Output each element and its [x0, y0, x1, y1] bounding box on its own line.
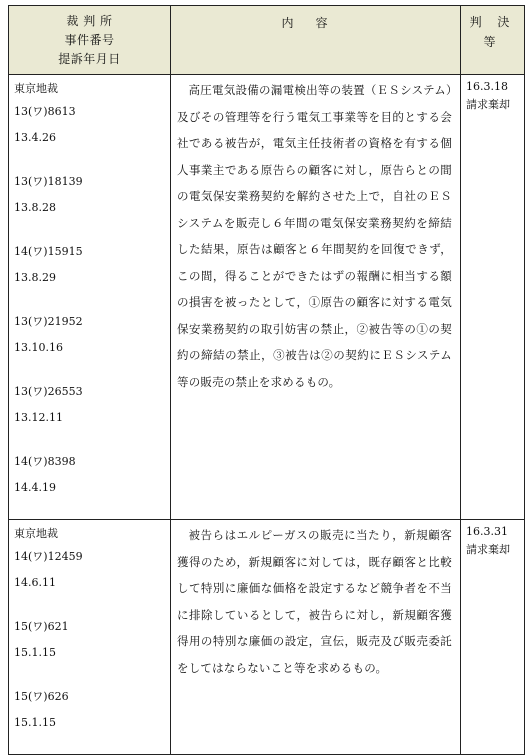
case-number: 15(ワ)621: [14, 620, 69, 633]
filing-date: 13.8.29: [14, 271, 56, 284]
filing-date: 14.6.11: [14, 576, 56, 589]
case-entry: [14, 614, 166, 666]
case-table: [8, 5, 525, 755]
result-cell: [461, 520, 525, 755]
header-row: [9, 6, 525, 75]
header-result-line: 等: [483, 35, 502, 49]
content-text: 高圧電気設備の漏電検出等の装置（ＥＳシステム）及びその管理等を行う電気工事業等を目的とする会社である被告が，電気主任技術者の資格を有する個人事業主である原告らの顧客に対し，原告らとの間の電気保安業務契約を解約させた上で，自社のＥＳシステムを販売し６年間の電気保安業務契約を締結した結果，原告は顧客と６年間契約を回復できず，この間，得ることができたはずの報酬に相当する額の損害を被ったとして，①原告の顧客に対する電気保安業務契約の取引妨害の禁止，②被告等の①の契約の締結の禁止，③被告は②の契約にＥＳシステム等の販売の禁止を求めるもの。: [177, 83, 452, 389]
case-entry: [14, 379, 166, 431]
filing-date: 13.4.26: [14, 131, 56, 144]
case-entry: [14, 544, 166, 596]
header-content: 内容: [171, 6, 461, 75]
content-text: 被告らはエルピーガスの販売に当たり，新規顧客獲得のため，新規顧客に対しては，既存顧客と比較して特別に廉価な価格を設定するなど競争者を不当に排除しているとして，被告らに対し，新規顧客獲得用の特別な廉価の設定，宣伝，販売及び販売委託をしてはならないこと等を求めるもの。: [177, 528, 452, 675]
case-entry: [14, 99, 166, 151]
case-entry: [14, 309, 166, 361]
content-cell: [171, 75, 461, 520]
court-cell: [9, 520, 171, 755]
court-name: 東京地裁: [14, 82, 58, 95]
header-result: [461, 6, 525, 75]
case-entry: [14, 449, 166, 501]
filing-date: 13.8.28: [14, 201, 56, 214]
judgment-result: 請求棄却: [466, 98, 510, 111]
filing-date: 15.1.15: [14, 646, 56, 659]
court-cell: [9, 75, 171, 520]
table-row: [9, 520, 525, 755]
filing-date: 15.1.15: [14, 716, 56, 729]
header-court-line: 裁 判 所: [66, 13, 113, 28]
case-number: 13(ワ)21952: [14, 315, 83, 328]
case-number: 14(ワ)8398: [14, 455, 76, 468]
court-name: 東京地裁: [14, 527, 58, 540]
case-number: 14(ワ)15915: [14, 245, 83, 258]
case-number: 14(ワ)12459: [14, 550, 83, 563]
result-cell: [461, 75, 525, 520]
header-court-line: 提訴年月日: [58, 51, 121, 66]
case-entry: [14, 684, 166, 736]
filing-date: 14.4.19: [14, 481, 56, 494]
case-entry: [14, 239, 166, 291]
judgment-result: 請求棄却: [466, 543, 510, 556]
case-number: 13(ワ)26553: [14, 385, 83, 398]
header-court-line: 事件番号: [64, 32, 115, 47]
filing-date: 13.10.16: [14, 341, 63, 354]
case-number: 13(ワ)18139: [14, 175, 83, 188]
judgment-date: 16.3.18: [466, 80, 508, 93]
judgment-date: 16.3.31: [466, 525, 508, 538]
content-cell: [171, 520, 461, 755]
case-entry: [14, 169, 166, 221]
case-number: 13(ワ)8613: [14, 105, 76, 118]
filing-date: 13.12.11: [14, 411, 63, 424]
case-number: 15(ワ)626: [14, 690, 69, 703]
header-result-line: 判 決: [469, 15, 516, 29]
table-row: [9, 75, 525, 520]
header-court: [9, 6, 171, 75]
